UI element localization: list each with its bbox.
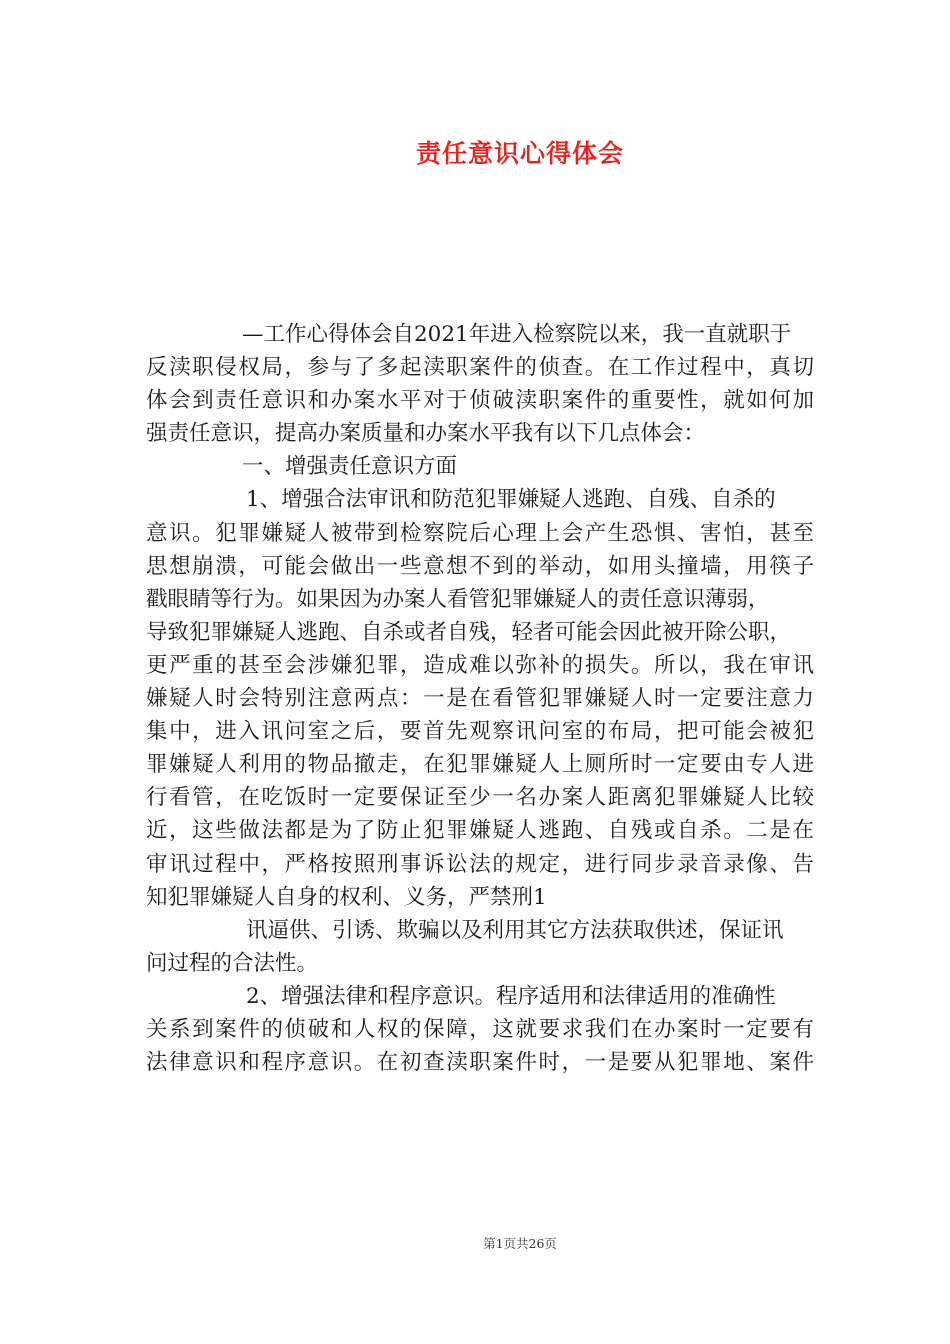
text-line: 1、增强合法审讯和防范犯罪嫌疑人逃跑、自残、自杀的 (246, 487, 776, 513)
document-title: 责任意识心得体会 (415, 139, 624, 168)
text-line: 罪嫌疑人利用的物品撤走，在犯罪嫌疑人上厕所时一定要由专人进 (146, 752, 814, 778)
text-line: 意识。犯罪嫌疑人被带到检察院后心理上会产生恐惧、害怕，甚至 (146, 520, 814, 546)
text-line: —工作心得体会自2021年进入检察院以来，我一直就职于 (242, 322, 792, 347)
text-line: 思想崩溃，可能会做出一些意想不到的举动，如用头撞墙，用筷子 (146, 553, 814, 579)
document-body (146, 318, 814, 1079)
text-line: 强责任意识，提高办案质量和办案水平我有以下几点体会： (146, 421, 706, 447)
text-line: 行看管，在吃饭时一定要保证至少一名办案人距离犯罪嫌疑人比较 (146, 785, 814, 811)
text-line: 导致犯罪嫌疑人逃跑、自杀或者自残，轻者可能会因此被开除公职， (146, 619, 792, 645)
text-line: 2、增强法律和程序意识。程序适用和法律适用的准确性 (246, 983, 776, 1009)
text-line: 戳眼睛等行为。如果因为办案人看管犯罪嫌疑人的责任意识薄弱， (146, 586, 770, 612)
text-line: 知犯罪嫌疑人自身的权利、义务，严禁刑1 (146, 884, 547, 910)
text-line: 体会到责任意识和办案水平对于侦破渎职案件的重要性，就如何加 (146, 388, 814, 414)
text-line: 反渎职侵权局，参与了多起渎职案件的侦查。在工作过程中，真切 (146, 355, 814, 381)
section-heading: 一、增强责任意识方面 (242, 454, 458, 480)
text-line: 嫌疑人时会特别注意两点：一是在看管犯罪嫌疑人时一定要注意力 (146, 686, 814, 712)
text-line: 更严重的甚至会涉嫌犯罪，造成难以弥补的损失。所以，我在审讯 (146, 652, 814, 678)
text-line: 集中，进入讯问室之后，要首先观察讯问室的布局，把可能会被犯 (146, 719, 814, 745)
text-line: 近，这些做法都是为了防止犯罪嫌疑人逃跑、自残或自杀。二是在 (146, 818, 814, 844)
text-line: 关系到案件的侦破和人权的保障，这就要求我们在办案时一定要有 (146, 1016, 814, 1042)
text-line: 问过程的合法性。 (146, 950, 319, 976)
text-line: 审讯过程中，严格按照刑事诉讼法的规定，进行同步录音录像、告 (146, 851, 814, 877)
text-line: 讯逼供、引诱、欺骗以及利用其它方法获取供述，保证讯 (246, 917, 784, 943)
text-line: 法律意识和程序意识。在初查渎职案件时，一是要从犯罪地、案件 (146, 1050, 814, 1076)
page-number: 第1页共26页 (483, 1236, 557, 1251)
